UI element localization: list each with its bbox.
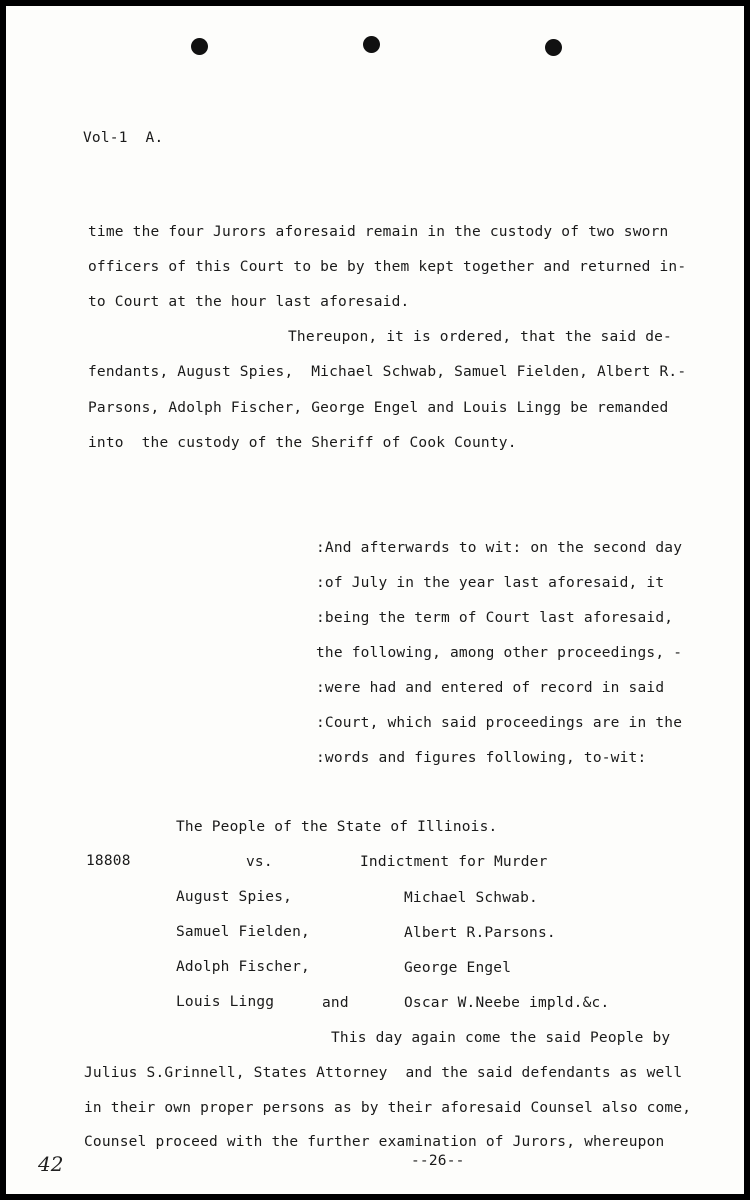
paragraph3-line: in their own proper persons as by their aforesaid Counsel also come, xyxy=(84,1100,692,1116)
marginal-line: the following, among other proceedings, - xyxy=(316,645,683,661)
marginal-line: :of July in the year last aforesaid, it xyxy=(316,575,665,591)
punch-hole-center xyxy=(363,36,380,53)
caption-people: The People of the State of Illinois. xyxy=(176,819,498,835)
defendant-left: Adolph Fischer, xyxy=(176,959,310,975)
paragraph1-line: to Court at the hour last aforesaid. xyxy=(88,294,410,310)
document-page xyxy=(6,6,744,1194)
punch-hole-left xyxy=(191,38,208,55)
defendant-left: August Spies, xyxy=(176,889,293,905)
handwritten-page-number: 42 xyxy=(38,1152,64,1176)
marginal-line: :being the term of Court last aforesaid, xyxy=(316,610,674,626)
defendant-right: George Engel xyxy=(404,960,512,976)
paragraph2-line: Thereupon, it is ordered, that the said de- xyxy=(288,329,672,345)
marginal-line: :Court, which said proceedings are in the xyxy=(316,715,683,731)
paragraph3-line: Julius S.Grinnell, States Attorney and the said defendants as well xyxy=(84,1065,683,1081)
page-number: --26-- xyxy=(411,1153,465,1169)
caption-and: and xyxy=(322,995,349,1011)
paragraph1-line: officers of this Court to be by them kept together and returned in- xyxy=(88,259,687,275)
punch-hole-right xyxy=(545,39,562,56)
paragraph2-line: Parsons, Adolph Fischer, George Engel and Louis Lingg be remanded xyxy=(88,400,669,416)
defendant-left: Louis Lingg xyxy=(176,994,275,1010)
caption-charge: Indictment for Murder xyxy=(360,854,548,870)
marginal-line: :were had and entered of record in said xyxy=(316,680,665,696)
defendant-right: Oscar W.Neebe impld.&c. xyxy=(404,995,610,1011)
marginal-line: :And afterwards to wit: on the second day xyxy=(316,540,683,556)
defendant-right: Albert R.Parsons. xyxy=(404,925,556,941)
caption-vs: vs. xyxy=(246,854,273,870)
paragraph1-line: time the four Jurors aforesaid remain in the custody of two sworn xyxy=(88,224,669,240)
paragraph3-line: Counsel proceed with the further examination of Jurors, whereupon xyxy=(84,1134,665,1150)
paragraph2-line: into the custody of the Sheriff of Cook County. xyxy=(88,435,517,451)
marginal-line: :words and figures following, to-wit: xyxy=(316,750,647,766)
case-number: 18808 xyxy=(86,853,131,869)
defendant-left: Samuel Fielden, xyxy=(176,924,310,940)
paragraph2-line: fendants, August Spies, Michael Schwab, Samuel Fielden, Albert R.- xyxy=(88,364,687,380)
volume-header: Vol-1 A. xyxy=(83,130,164,146)
paragraph3-line: This day again come the said People by xyxy=(331,1030,671,1046)
defendant-right: Michael Schwab. xyxy=(404,890,538,906)
